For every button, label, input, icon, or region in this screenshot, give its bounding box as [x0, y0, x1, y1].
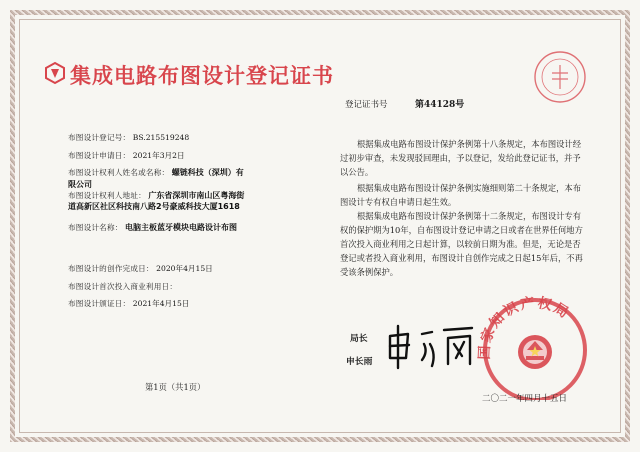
design-name-value: 电脑主板蓝牙模块电路设计布图 [124, 223, 237, 232]
holder-value-line2: 限公司 [68, 180, 92, 189]
issue-date-row [68, 298, 189, 309]
address-label: 布图设计权利人地址： [68, 191, 146, 200]
holder-label: 布图设计权利人姓名或名称： [68, 168, 170, 177]
application-date-row [68, 150, 185, 161]
creation-date-value: 2020年4月15日 [156, 264, 213, 273]
design-name-row [68, 222, 237, 233]
issue-date-label: 布图设计颁证日： [68, 299, 131, 308]
registration-number-row [68, 132, 189, 143]
seal-date: 二〇二一年四月十五日 [482, 394, 568, 404]
official-seal [470, 292, 600, 400]
certificate-title: 集成电路布图设计登记证书 [70, 64, 334, 88]
paragraph-3: 根据集成电路布图设计保护条例第十二条规定，布图设计专有权的保护期为10年，自布图设计登记申请之日或者在世界任何地方首次投入商业利用之日起计算，以较前日期为准。但是，无论是否登记或者投入商业利用，布图设计自创作完成之日起15年后，不再受该条例保护。 [340, 211, 583, 277]
address-row [68, 190, 244, 201]
paragraph-1: 根据集成电路布图设计保护条例第十八条规定，本布图设计经过初步审查，未发现驳回理由，予以登记，发给此登记证书，并予以公告。 [340, 139, 582, 177]
holder-row [68, 167, 244, 178]
issue-date-value: 2021年4月15日 [132, 299, 190, 308]
address-row-cont [68, 201, 240, 212]
paragraph-2: 根据集成电路布图设计保护条例实施细则第二十条规定，本布图设计专有权自申请日起生效。 [340, 183, 582, 207]
registration-stamp-seal [532, 33, 588, 113]
application-date-label: 布图设计申请日： [68, 151, 131, 160]
registration-number-label: 布图设计登记号： [68, 133, 131, 142]
address-value-line2: 道高新区社区科技南八路2号豪威科技大厦1618 [68, 202, 240, 211]
address-value-line1: 广东省深圳市南山区粤海街 [148, 191, 245, 200]
holder-row-cont [68, 179, 92, 190]
first-use-label: 布图设计首次投入商业利用日： [68, 282, 178, 291]
cnipa-logo-icon [44, 61, 66, 85]
first-use-row [68, 281, 177, 292]
creation-date-label: 布图设计的创作完成日： [68, 264, 154, 273]
design-name-label: 布图设计名称： [68, 223, 123, 232]
handwritten-signature [382, 322, 482, 372]
certificate-number-value: 第44128号 [415, 100, 465, 110]
creation-date-row [68, 263, 213, 274]
signatory-name: 申长雨 [346, 357, 373, 367]
holder-value-line1: 螺链科技（深圳）有 [171, 168, 244, 177]
seal-text: 国家知识产权局 [476, 295, 573, 360]
certificate-number-label: 登记证书号 [345, 100, 388, 110]
page-number: 第1页（共1页） [145, 382, 206, 392]
signatory-title: 局长 [350, 334, 368, 344]
certificate-number [345, 98, 465, 110]
registration-number-value: BS.215519248 [132, 133, 190, 142]
application-date-value: 2021年3月2日 [132, 151, 185, 160]
